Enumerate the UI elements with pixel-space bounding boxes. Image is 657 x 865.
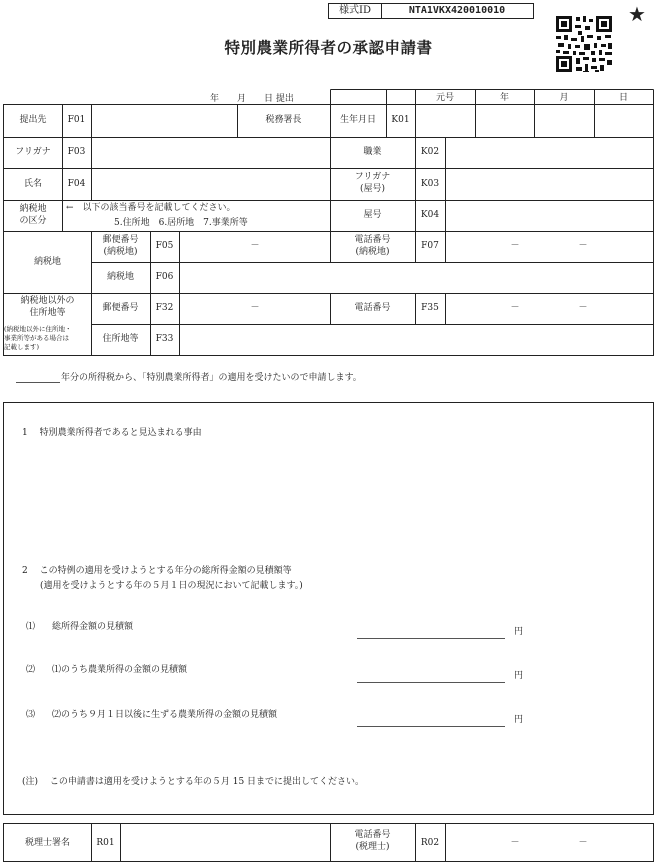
sub-2-amount-field[interactable] — [357, 682, 505, 683]
accountant-phone-dash-2[interactable]: － — [578, 838, 588, 848]
submit-to-field[interactable] — [92, 105, 237, 137]
trade-furigana-sublabel: (屋号) — [359, 184, 386, 194]
other-address-label: 納税地以外の — [20, 296, 75, 306]
tax-accountant-label: 税理士署名 — [24, 838, 70, 848]
sub-3-amount-field[interactable] — [357, 726, 505, 727]
name-field[interactable] — [92, 169, 330, 200]
yen-unit: 円 — [514, 715, 524, 725]
submission-date: 年 月 日 提出 — [210, 94, 294, 104]
code-f04: F04 — [67, 179, 86, 189]
postal-dash[interactable]: － — [250, 241, 260, 251]
other-address-note-line: 事業所等がある場合は — [4, 334, 69, 342]
submit-to-label: 提出先 — [19, 115, 47, 125]
phone-dash-1[interactable]: － — [510, 241, 520, 251]
furigana-label: フリガナ — [15, 147, 51, 157]
accountant-phone-label: 電話番号 — [354, 830, 391, 840]
year-header: 年 — [499, 93, 509, 103]
tax-place-field[interactable] — [180, 263, 653, 293]
tax-place-sub-label: 納税地 — [106, 272, 134, 282]
sub-1-number: ⑴ — [26, 622, 36, 632]
item-1-heading: 1 特別農業所得者であると見込まれる事由 — [22, 428, 202, 438]
birthdate-field[interactable] — [416, 105, 653, 137]
day-header: 日 — [618, 93, 628, 103]
code-k04: K04 — [420, 210, 440, 220]
other-address-note — [4, 325, 91, 352]
accountant-phone-sublabel: (税理士) — [355, 842, 390, 852]
name-label: 氏名 — [23, 179, 42, 189]
yen-unit: 円 — [514, 671, 524, 681]
page-title: 特別農業所得者の承認申請書 — [224, 38, 433, 57]
code-f03: F03 — [67, 147, 86, 157]
trade-furigana-field[interactable] — [446, 169, 653, 200]
other-phone-label: 電話番号 — [354, 303, 391, 313]
other-postal-dash[interactable]: － — [250, 303, 260, 313]
other-address-note-line: (納税地以外に住所地・ — [4, 325, 72, 333]
occupation-field[interactable] — [446, 138, 653, 168]
submission-note: (注) この申請書は適用を受けようとする年の５月 15 日までに提出してください。 — [22, 777, 365, 787]
furigana-field[interactable] — [92, 138, 330, 168]
sub-3-label: ⑵のうち９月１日以後に生ずる農業所得の金額の見積額 — [52, 710, 278, 720]
trade-furigana-label: フリガナ — [354, 172, 391, 182]
tax-office-label: 税務署長 — [265, 115, 302, 125]
code-f07: F07 — [421, 241, 439, 251]
other-phone-dash-1[interactable]: － — [510, 303, 520, 313]
tax-place-type-sublabel: の区分 — [19, 216, 47, 226]
phone-label: 電話番号 — [354, 235, 391, 245]
trade-name-field[interactable] — [446, 201, 653, 231]
item-1-reason-field[interactable] — [20, 445, 640, 550]
birthdate-label: 生年月日 — [339, 115, 376, 125]
other-address-note-line: 記載します) — [4, 343, 40, 351]
other-address-sublabel: 住所地等 — [29, 308, 66, 318]
form-id-value: NTA1VKX420010010 — [408, 5, 506, 16]
tax-place-type-label: 納税地 — [19, 204, 47, 214]
year-input[interactable] — [16, 382, 60, 383]
code-f01: F01 — [67, 115, 86, 125]
sub-1-label: 総所得金額の見積額 — [52, 622, 134, 632]
code-r01: R01 — [96, 838, 115, 848]
form-id-label: 様式ID — [329, 4, 382, 18]
code-k03: K03 — [420, 179, 440, 189]
other-phone-dash-2[interactable]: － — [578, 303, 588, 313]
code-f05: F05 — [155, 241, 174, 251]
tax-place-type-note: ← 以下の該当番号を記載してください。 — [66, 203, 236, 213]
sub-3-number: ⑶ — [26, 710, 36, 720]
other-postal-label: 郵便番号 — [102, 303, 139, 313]
code-f35: F35 — [421, 303, 439, 313]
code-f33: F33 — [155, 334, 174, 344]
phone-dash-2[interactable]: － — [578, 241, 588, 251]
application-statement: 年分の所得税から、「特別農業所得者」の適用を受けたいので申請します。 — [61, 373, 362, 383]
accountant-phone-dash-1[interactable]: － — [510, 838, 520, 848]
sub-2-label: ⑴のうち農業所得の金額の見積額 — [52, 665, 188, 675]
code-k01: K01 — [391, 115, 410, 125]
tax-place-type-options: 5.住所地 6.居所地 7.事業所等 — [114, 218, 248, 228]
code-f32: F32 — [155, 303, 174, 313]
sub-1-amount-field[interactable] — [357, 638, 505, 639]
other-address-field[interactable] — [180, 325, 653, 355]
postal-label: 郵便番号 — [102, 235, 139, 245]
month-header: 月 — [559, 93, 569, 103]
tax-place-label: 納税地 — [33, 257, 61, 267]
code-k02: K02 — [420, 147, 440, 157]
phone-sublabel: (納税地) — [355, 247, 390, 257]
yen-unit: 円 — [514, 627, 524, 637]
other-address-sub-label: 住所地等 — [102, 334, 139, 344]
star-icon: ★ — [628, 2, 646, 26]
era-header: 元号 — [435, 93, 454, 103]
postal-sublabel: (納税地) — [103, 247, 138, 257]
item-2-heading: 2 この特例の適用を受けようとする年分の総所得金額の見積額等 — [22, 566, 292, 576]
occupation-label: 職業 — [363, 147, 382, 157]
item-2-note: (適用を受けようとする年の５月１日の現況において記載します。) — [40, 581, 303, 591]
code-r02: R02 — [420, 838, 440, 848]
sub-2-number: ⑵ — [26, 665, 36, 675]
trade-name-label: 屋号 — [363, 210, 382, 220]
tax-accountant-signature-field[interactable] — [121, 824, 330, 861]
code-f06: F06 — [155, 272, 174, 282]
